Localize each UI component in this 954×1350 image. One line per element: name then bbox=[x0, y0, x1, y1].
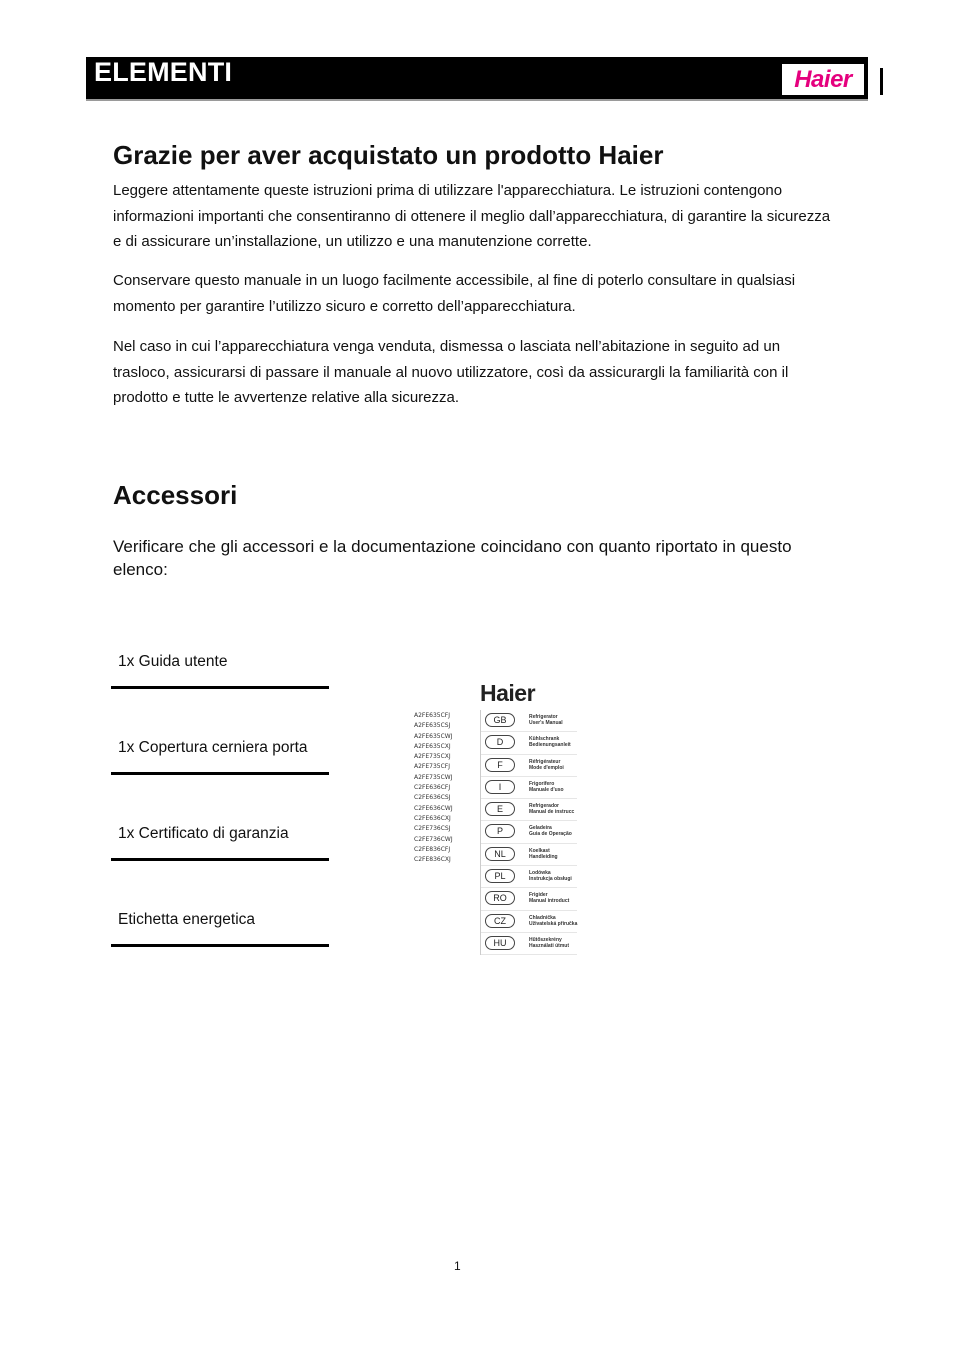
language-code-badge: I bbox=[485, 780, 515, 794]
intro-paragraph: Conservare questo manuale in un luogo facilmente accessibile, al fine di poterlo consultare in qualsiasi momento per garantire l’utilizzo sicuro e corretto dell’apparecchiatura. bbox=[113, 272, 796, 315]
language-title: Kühlschrank Bedienungsanleit bbox=[529, 736, 571, 749]
accessory-item bbox=[111, 898, 329, 947]
language-title: Frigorifero Manuale d'uso bbox=[529, 780, 564, 793]
model-code: C2FE736CSJ bbox=[414, 825, 451, 833]
language-title: Hűtőszekrény Használati útmut bbox=[529, 936, 570, 949]
language-title: Refrigerator User's Manual bbox=[529, 714, 563, 726]
model-code: A2FE635CSJ bbox=[414, 722, 451, 730]
model-code: C2FE736CWJ bbox=[414, 835, 453, 843]
language-row bbox=[481, 933, 577, 955]
accessory-label: 1x Guida utente bbox=[118, 653, 228, 670]
model-code: C2FE636CSJ bbox=[414, 794, 451, 802]
intro-paragraph: Leggere attentamente queste istruzioni prima di utilizzare l'apparecchiatura. Le istruzioni contengono informazioni importanti che consentiranno di ottenere il meglio dall’apparecchiatura, di garantire la sicurezza e di assicurare un’installazione, un utilizzo e una manutenzione corrette. bbox=[113, 182, 831, 250]
language-code-badge: P bbox=[485, 824, 515, 838]
language-code-badge: F bbox=[485, 758, 515, 772]
model-list bbox=[414, 711, 453, 865]
language-row bbox=[481, 866, 577, 888]
header-title: ELEMENTI bbox=[94, 57, 233, 87]
language-row bbox=[481, 732, 577, 754]
language-code-badge: PL bbox=[485, 869, 515, 883]
language-title: Frigider Manual introduct bbox=[529, 892, 570, 905]
model-code: A2FE635CWJ bbox=[414, 732, 453, 740]
accessory-label: 1x Certificato di garanzia bbox=[118, 825, 289, 842]
intro-title: Grazie per aver acquistato un prodotto Haier bbox=[113, 140, 664, 170]
language-list bbox=[480, 710, 577, 955]
language-code-badge: RO bbox=[485, 891, 515, 905]
language-row bbox=[481, 844, 577, 866]
language-title: Lodówka Instrukcja obsługi bbox=[529, 870, 572, 883]
intro-paragraph: Nel caso in cui l’apparecchiatura venga venduta, dismessa o lasciata nell’abitazione in seguito ad un trasloco, assicurarsi di passare il manuale al nuovo utilizzatore, così da assicurargli la familiarità con il prodotto e tutte le avvertenze relative alla sicurezza. bbox=[113, 338, 789, 406]
language-row bbox=[481, 777, 577, 799]
accessory-label: Etichetta energetica bbox=[118, 911, 256, 928]
language-row bbox=[481, 710, 577, 732]
header-logo bbox=[782, 64, 864, 95]
model-code: A2FE635CXJ bbox=[414, 742, 451, 750]
haier-logo-text: Haier bbox=[794, 65, 852, 93]
model-code: A2FE735CXJ bbox=[414, 753, 451, 761]
language-code-badge: HU bbox=[485, 936, 515, 950]
language-row bbox=[481, 755, 577, 777]
language-row bbox=[481, 911, 577, 933]
language-row bbox=[481, 799, 577, 821]
language-row bbox=[481, 821, 577, 843]
accessories-description: Verificare che gli accessori e la documentazione coincidano con quanto riportato in questo elenco: bbox=[113, 537, 792, 579]
language-code-badge: GB bbox=[485, 713, 515, 727]
user-manual-cover-image bbox=[410, 680, 578, 949]
model-code: C2FE636CXJ bbox=[414, 814, 451, 822]
model-code: C2FE836CXJ bbox=[414, 856, 451, 864]
language-title: Refrigerador Manual de instrucc bbox=[529, 803, 575, 816]
header-divider bbox=[880, 68, 883, 95]
model-code: C2FE636CWJ bbox=[414, 804, 453, 812]
accessory-label: 1x Copertura cerniera porta bbox=[118, 739, 308, 756]
language-title: Réfrigérateur Mode d'emploi bbox=[529, 758, 564, 771]
page-number: 1 bbox=[454, 1259, 461, 1273]
language-code-badge: E bbox=[485, 802, 515, 816]
model-code: A2FE735CFJ bbox=[414, 763, 451, 771]
accessory-item bbox=[111, 726, 329, 775]
language-code-badge: CZ bbox=[485, 914, 515, 928]
header-bar bbox=[86, 57, 868, 99]
language-row bbox=[481, 888, 577, 910]
accessory-item bbox=[111, 812, 329, 861]
language-title: Geladeira Guia de Operação bbox=[529, 825, 572, 838]
language-title: Chladnička Uživatelská příručka bbox=[529, 914, 578, 927]
model-code: C2FE836CFJ bbox=[414, 845, 451, 853]
accessory-item bbox=[111, 640, 329, 689]
language-code-badge: D bbox=[485, 735, 515, 749]
language-title: Koelkast Handleiding bbox=[529, 847, 558, 860]
model-code: A2FE735CWJ bbox=[414, 773, 453, 781]
language-code-badge: NL bbox=[485, 847, 515, 861]
accessories-title: Accessori bbox=[113, 480, 238, 510]
model-code: C2FE636CFJ bbox=[414, 784, 451, 792]
manual-logo: Haier bbox=[480, 680, 536, 706]
model-code: A2FE635CFJ bbox=[414, 712, 451, 719]
